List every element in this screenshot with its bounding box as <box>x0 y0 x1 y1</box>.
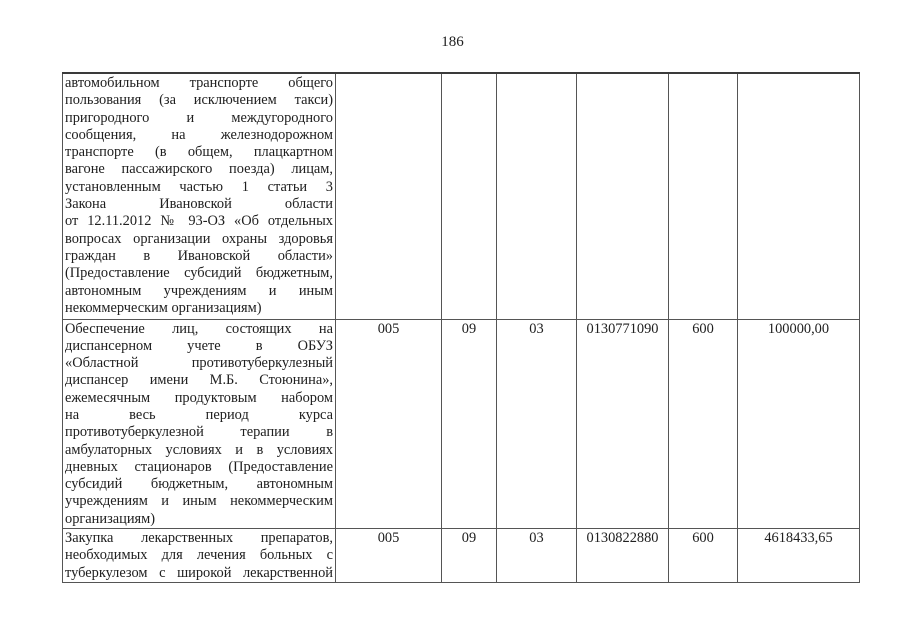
grbs-code-cell <box>336 73 442 319</box>
description-cell: автомобильном транспорте общего пользования (за исключением такси) пригородного и междугородного сообщения, на железнодорожном транспорте (в общем, плацкартном вагоне пассажирского поезда) лицам, установленным частью 1 статьи 3 Закона Ивановской области от 12.11.2012 № 93-ОЗ «Об отдельных вопросах организации охраны здоровья граждан в Ивановской области» (Предоставление субсидий бюджетным, автономным учреждениям и иным некоммерческим организациям) <box>63 73 336 319</box>
subsection-code-cell <box>497 73 577 319</box>
section-code-cell: 09 <box>442 529 497 583</box>
target-article-cell: 0130771090 <box>577 319 669 529</box>
description-cell: Закупка лекарственных препаратов, необходимых для лечения больных с туберкулезом с широкой лекарственной <box>63 529 336 583</box>
expense-type-cell: 600 <box>669 319 738 529</box>
amount-cell: 4618433,65 <box>738 529 860 583</box>
subsection-code-cell: 03 <box>497 529 577 583</box>
section-code-cell <box>442 73 497 319</box>
section-code-cell: 09 <box>442 319 497 529</box>
target-article-cell <box>577 73 669 319</box>
subsection-code-cell: 03 <box>497 319 577 529</box>
page-number: 186 <box>441 34 464 50</box>
grbs-code-cell: 005 <box>336 319 442 529</box>
expense-type-cell <box>669 73 738 319</box>
budget-table <box>62 72 860 583</box>
amount-cell: 100000,00 <box>738 319 860 529</box>
amount-cell <box>738 73 860 319</box>
description-cell: Обеспечение лиц, состоящих на диспансерном учете в ОБУЗ «Областной противотуберкулезный диспансер имени М.Б. Стоюнина», ежемесячным продуктовым набором на весь период курса противотуберкулезной терапии в амбулаторных условиях и в условиях дневных стационаров (Предоставление субсидий бюджетным, автономным учреждениям и иным некоммерческим организациям) <box>63 319 336 529</box>
table-row <box>63 73 860 319</box>
target-article-cell: 0130822880 <box>577 529 669 583</box>
expense-type-cell: 600 <box>669 529 738 583</box>
table-row <box>63 319 860 529</box>
table-row <box>63 529 860 583</box>
grbs-code-cell: 005 <box>336 529 442 583</box>
